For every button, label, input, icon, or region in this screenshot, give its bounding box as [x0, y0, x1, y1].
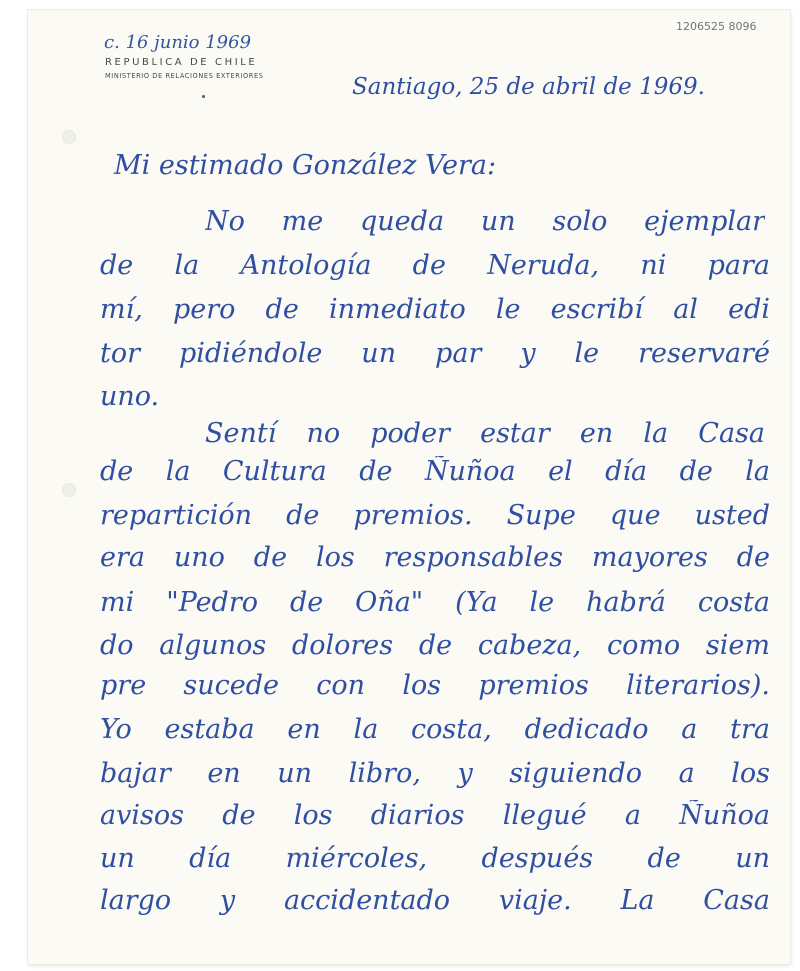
- letter-line: bajar en un libro, y siguiendo a los: [100, 758, 770, 789]
- place-date: Santiago, 25 de abril de 1969.: [352, 74, 705, 100]
- archive-date-note: c. 16 junio 1969: [104, 32, 252, 53]
- letterhead-dot: [202, 95, 205, 98]
- letter-line: era uno de los responsables mayores de: [100, 542, 770, 573]
- letter-line: de la Cultura de Ñuñoa el día de la: [100, 456, 770, 487]
- letter-line: pre sucede con los premios literarios).: [100, 670, 770, 701]
- letter-line: No me queda un solo ejemplar: [205, 206, 765, 237]
- letter-line: do algunos dolores de cabeza, como siem: [100, 630, 770, 661]
- punch-hole: [62, 130, 76, 144]
- letterhead-ministry: MINISTERIO DE RELACIONES EXTERIORES: [105, 71, 264, 80]
- letter-line: repartición de premios. Supe que usted: [100, 500, 770, 531]
- salutation: Mi estimado González Vera:: [114, 150, 497, 181]
- letter-line: Sentí no poder estar en la Casa: [205, 418, 765, 449]
- letter-line: mí, pero de inmediato le escribí al edi: [100, 294, 770, 325]
- letter-line: un día miércoles, después de un: [100, 843, 770, 874]
- letter-line: de la Antología de Neruda, ni para: [100, 250, 770, 281]
- letter-line: tor pidiéndole un par y le reservaré: [100, 338, 770, 369]
- letter-line: Yo estaba en la costa, dedicado a tra: [100, 714, 770, 745]
- letter-line: mi "Pedro de Oña" (Ya le habrá costa: [100, 587, 770, 618]
- letterhead: [105, 58, 264, 79]
- catalog-number: 1206525 8096: [676, 20, 757, 33]
- letter-line: largo y accidentado viaje. La Casa: [100, 885, 770, 916]
- letter-line: uno.: [100, 381, 160, 412]
- punch-hole: [62, 483, 76, 497]
- letterhead-country: REPUBLICA DE CHILE: [105, 57, 258, 68]
- letter-line: avisos de los diarios llegué a Ñuñoa: [100, 800, 770, 831]
